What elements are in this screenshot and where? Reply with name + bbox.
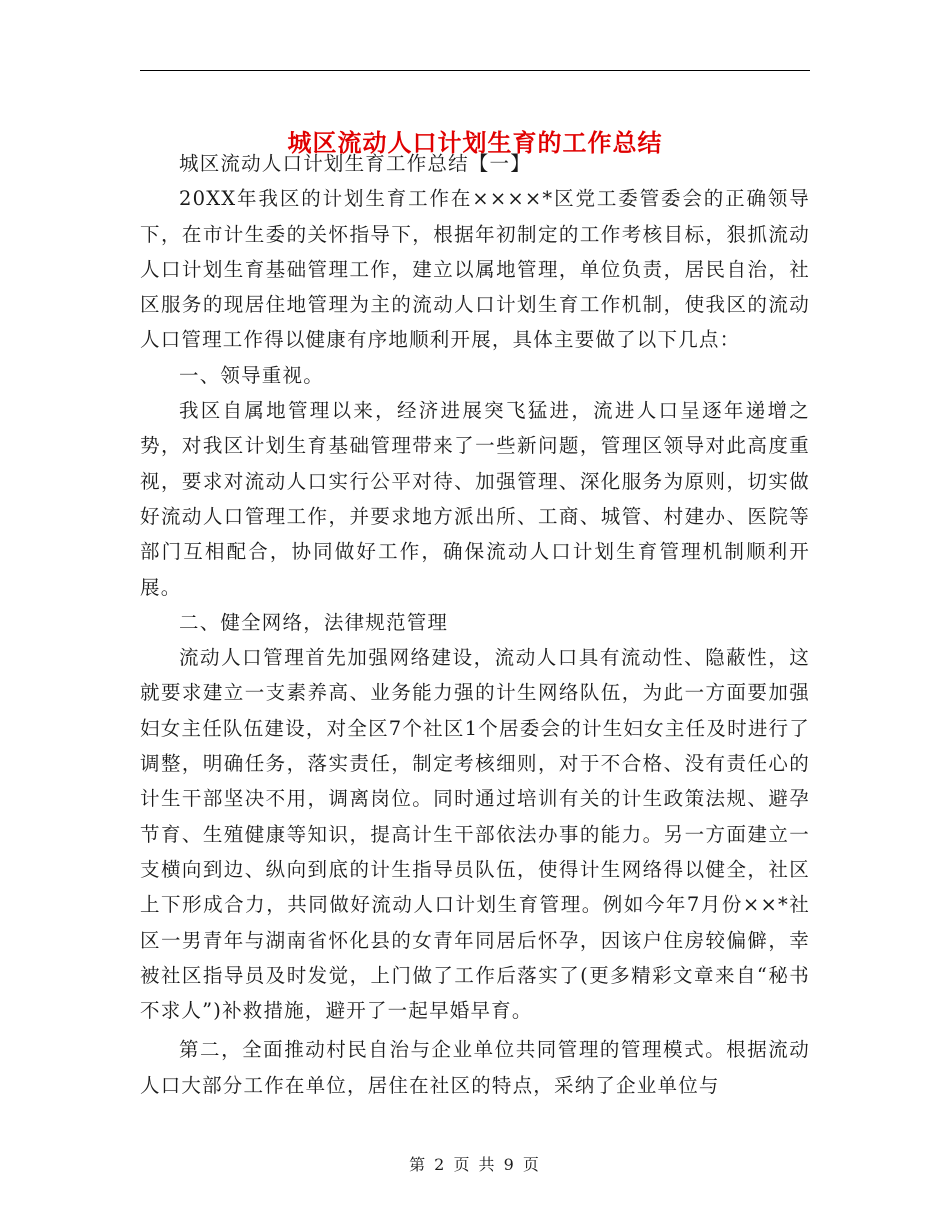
paragraph-network: 流动人口管理首先加强网络建设，流动人口具有流动性、隐蔽性，这就要求建立一支素养高、业务能力强的计生网络队伍，为此一方面要加强妇女主任队伍建设，对全区7个社区1个居委会的计生妇女主任及时进行了调整，明确任务，落实责任，制定考核细则，对于不合格、没有责任心的计生干部坚决不用，调离岗位。同时通过培训有关的计生政策法规、避孕节育、生殖健康等知识，提高计生干部依法办事的能力。另一方面建立一支横向到边、纵向到底的计生指导员队伍，使得计生网络得以健全，社区上下形成合力，共同做好流动人口计划生育管理。例如今年7月份××*社区一男青年与湖南省怀化县的女青年同居后怀孕，因该户住房较偏僻，幸被社区指导员及时发觉，上门做了工作后落实了(更多精彩文章来自“秘书不求人”)补救措施，避开了一起早婚早育。 xyxy=(140,646,810,1023)
paragraph-leadership: 我区自属地管理以来，经济进展突飞猛进，流进人口呈逐年递增之势，对我区计划生育基础管理带来了一些新问题，管理区领导对此高度重视，要求对流动人口实行公平对待、加强管理、深化服务为原则，切实做好流动人口管理工作，并要求地方派出所、工商、城管、村建办、医院等部门互相配合，协同做好工作，确保流动人口计划生育管理机制顺利开展。 xyxy=(140,399,810,599)
paragraph-second: 第二，全面推动村民自治与企业单位共同管理的管理模式。根据流动人口大部分工作在单位，居住在社区的特点，采纳了企业单位与 xyxy=(140,1038,810,1097)
header-rule xyxy=(140,70,810,71)
subheading-network: 二、健全网络，法律规范管理 xyxy=(179,610,449,634)
document-title: 城区流动人口计划生育的工作总结 xyxy=(287,128,663,158)
section-heading: 城区流动人口计划生育工作总结【一】 xyxy=(179,152,531,175)
subheading-leadership: 一、领导重视。 xyxy=(179,363,324,387)
document-body xyxy=(140,146,810,1103)
paragraph-intro: 20XX年我区的计划生育工作在××××*区党工委管委会的正确领导下，在市计生委的关怀指导下，根据年初制定的工作考核目标，狠抓流动人口计划生育基础管理工作，建立以属地管理，单位负责，居民自治，社区服务的现居住地管理为主的流动人口计划生育工作机制，使我区的流动人口管理工作得以健康有序地顺利开展，具体主要做了以下几点： xyxy=(140,187,810,352)
page-number: 第 2 页 共 9 页 xyxy=(409,1155,541,1174)
